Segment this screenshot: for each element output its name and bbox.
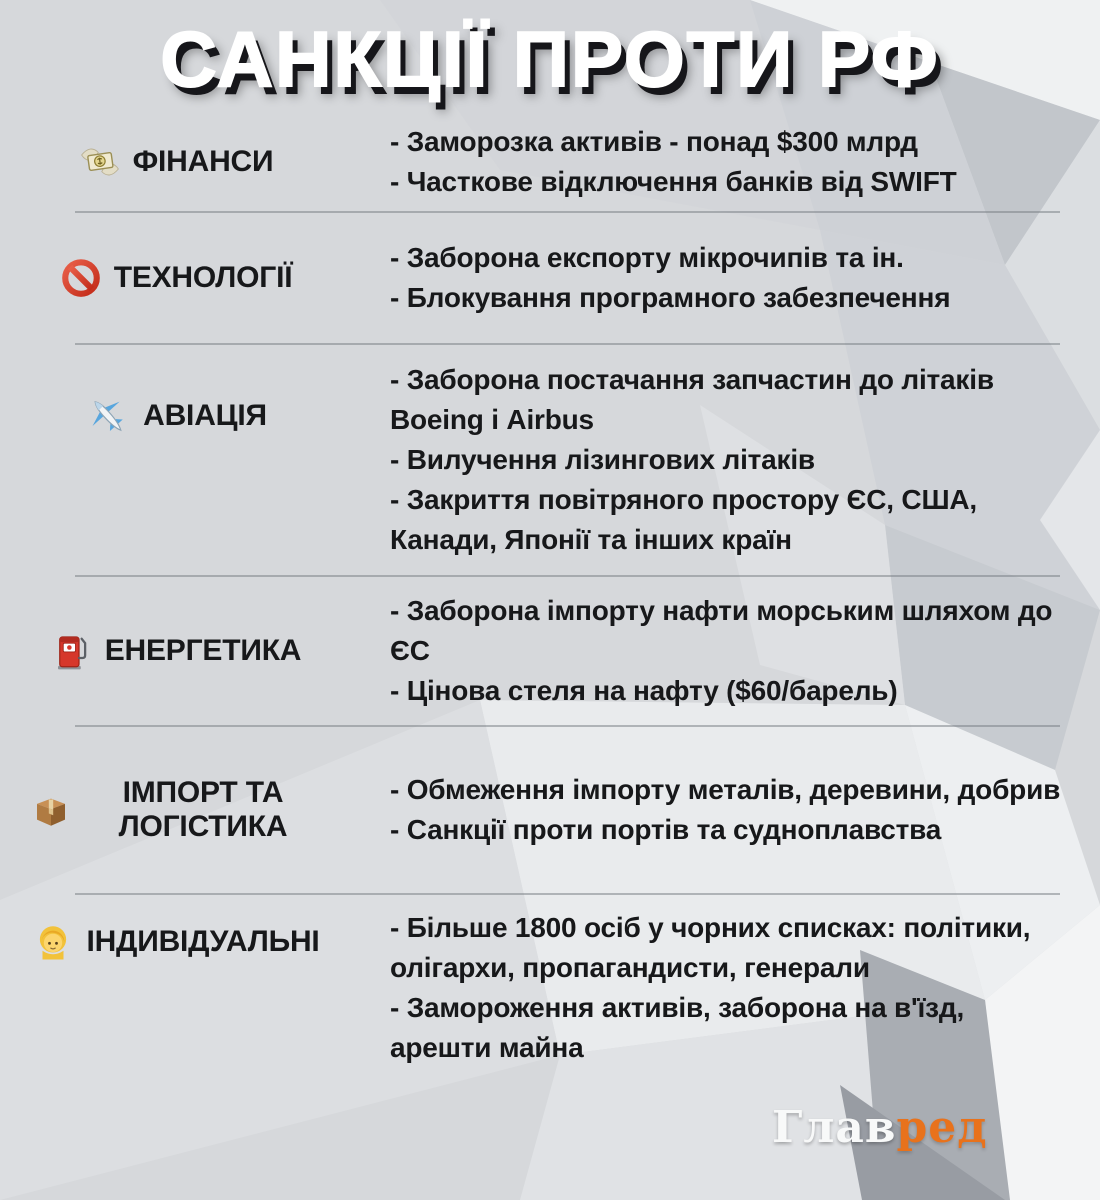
sanction-item: - Обмеження імпорту металів, деревини, добрив	[390, 774, 1061, 805]
row-individual	[0, 895, 1100, 1081]
sanction-item: - Заборона експорту мікрочипів та ін.	[390, 242, 904, 273]
sanction-item: - Цінова стеля на нафту ($60/барель)	[390, 675, 898, 706]
package-icon	[30, 789, 72, 831]
sanction-item: - Санкції проти портів та судноплавства	[390, 814, 942, 845]
sanction-item: - Вилучення лізингових літаків	[390, 444, 815, 475]
row-technology	[0, 213, 1100, 343]
fuel-pump-icon	[51, 630, 93, 672]
sanction-item: - Заборона імпорту нафти морським шляхом до ЄС	[390, 595, 1053, 666]
sanction-item: - Більше 1800 осіб у чорних списках: політики, олігархи, пропагандисти, генерали	[390, 912, 1031, 983]
sanction-item: - Заморозка активів - понад $300 млрд	[390, 126, 918, 157]
glavred-logo	[772, 1102, 988, 1153]
sanction-item: - Закриття повітряного простору ЄС, США, Канади, Японії та інших країн	[390, 484, 977, 555]
sanction-item: - Заборона постачання запчастин до літаків Boeing і Airbus	[390, 364, 994, 435]
airplane-icon	[85, 393, 131, 439]
page-title: САНКЦІЇ ПРОТИ РФ	[160, 15, 940, 103]
row-energy	[0, 577, 1100, 725]
sanction-item: - Часткове відключення банків від SWIFT	[390, 166, 957, 197]
sanction-item: - Блокування програмного забезпечення	[390, 282, 951, 313]
money-with-wings-icon	[79, 141, 121, 183]
category-label-aviation: АВІАЦІЯ	[143, 399, 267, 432]
sanction-item: - Замороження активів, заборона на в'їзд, арешти майна	[390, 992, 965, 1063]
category-label-import: ІМПОРТ ТА ЛОГІСТИКА	[118, 776, 288, 843]
category-label-technology: ТЕХНОЛОГІЇ	[113, 261, 293, 294]
category-label-energy: ЕНЕРГЕТИКА	[104, 634, 302, 667]
logo-part-white: Глав	[772, 1102, 897, 1153]
category-label-individual: ІНДИВІДУАЛЬНІ	[86, 925, 320, 958]
row-import-logistics	[0, 727, 1100, 893]
prohibited-icon	[60, 257, 102, 299]
logo-part-orange: ред	[896, 1102, 988, 1153]
person-blond-icon	[32, 921, 74, 963]
category-label-finance: ФІНАНСИ	[132, 145, 274, 178]
row-finance	[0, 113, 1100, 211]
row-aviation	[0, 345, 1100, 575]
